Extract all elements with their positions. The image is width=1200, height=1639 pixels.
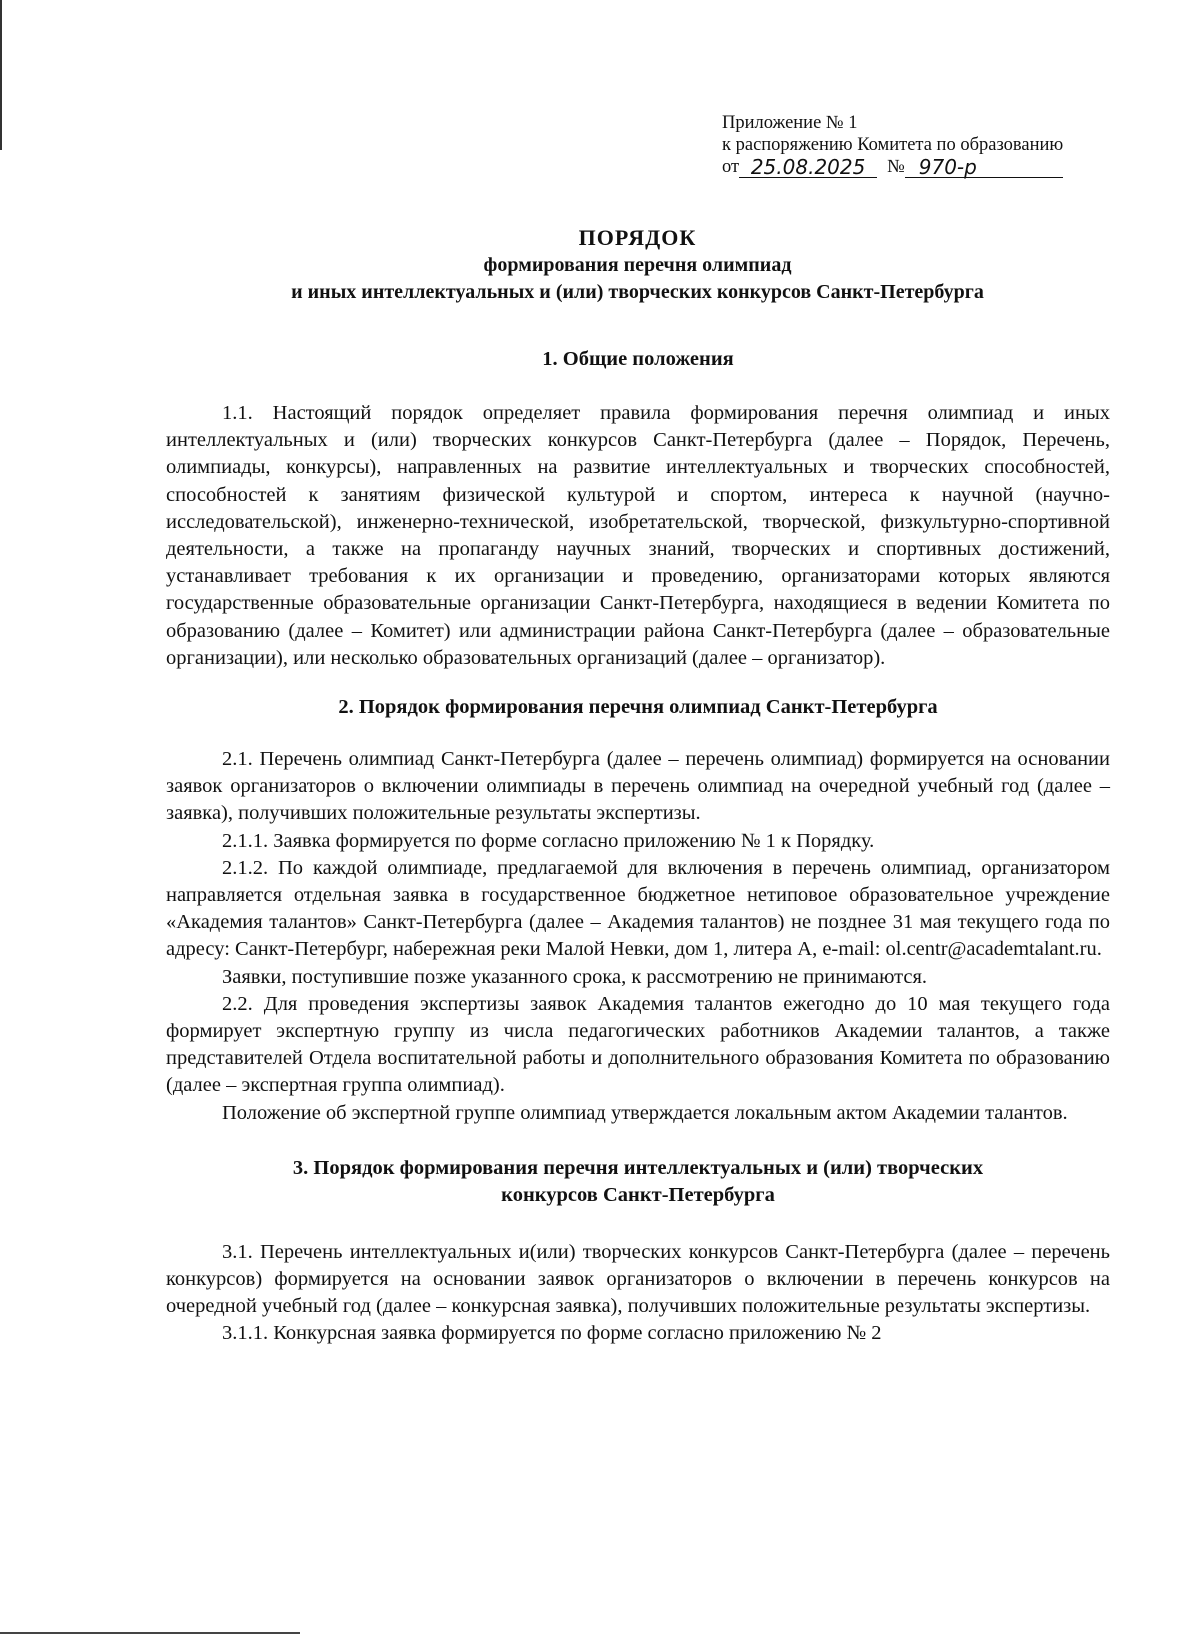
- section-3-heading: [166, 1155, 1110, 1209]
- paragraph-2-1: 2.1. Перечень олимпиад Санкт-Петербурга (далее – перечень олимпиад) формируется на основании заявок организаторов о включении олимпиады в перечень олимпиад на очередной учебный год (далее – заявка), получивших положительные результаты экспертизы.: [166, 748, 1110, 825]
- paragraph-3-1-1: 3.1.1. Конкурсная заявка формируется по форме согласно приложению № 2: [222, 1322, 882, 1345]
- from-prefix: от: [722, 157, 740, 177]
- paragraph-2-2: 2.2. Для проведения экспертизы заявок Академия талантов ежегодно до 10 мая текущего года формирует экспертную группу из числа педагогических работников Академии талантов, а также представителей Отдела воспитательной работы и дополнительного образования Комитета по образованию (далее – экспертная группа олимпиад).: [166, 992, 1110, 1097]
- section-1-heading: 1. Общие положения: [542, 348, 734, 370]
- document-body: [166, 346, 1110, 1348]
- section-3-heading-line-2: конкурсов Санкт-Петербурга: [501, 1183, 775, 1206]
- paragraph-deadline-note: Заявки, поступившие позже указанного срока, к рассмотрению не принимаются.: [222, 965, 928, 988]
- title-line-2: формирования перечня олимпиад: [483, 254, 792, 276]
- order-reference: к распоряжению Комитета по образованию: [722, 135, 1064, 155]
- title-line-3: и иных интеллектуальных и (или) творческих конкурсов Санкт-Петербурга: [291, 281, 984, 303]
- paragraph-3-1: 3.1. Перечень интеллектуальных и(или) творческих конкурсов Санкт-Петербурга (далее – перечень конкурсов) формируется на основании заявок организаторов о включении в перечень конкурсов на очередной учебный год (далее – конкурсная заявка), получивших положительные результаты экспертизы.: [166, 1240, 1110, 1318]
- date-number-line: [722, 156, 1063, 178]
- handwritten-date: 25.08.2025: [739, 157, 877, 178]
- paragraph-2-1-2: 2.1.2. По каждой олимпиаде, предлагаемой для включения в перечень олимпиад, организатором направляется отдельная заявка в государственное бюджетное нетиповое образовательное учреждение «Академия талантов» Санкт-Петербурга (далее – Академия талантов) не позднее 31 мая текущего года по адресу: Санкт-Петербург, набережная реки Малой Невки, дом 1, литера А, e-mail: ol.centr@academtalant.ru.: [166, 856, 1110, 961]
- page-edge-line: [0, 0, 2, 150]
- appendix-header: [722, 112, 1063, 178]
- appendix-number: Приложение № 1: [722, 113, 858, 133]
- paragraph-expert-group: Положение об экспертной группе олимпиад утверждается локальным актом Академии талантов.: [222, 1101, 1068, 1124]
- section-2-heading: 2. Порядок формирования перечня олимпиад Санкт-Петербурга: [338, 696, 938, 719]
- bottom-scan-line: [0, 1632, 300, 1634]
- paragraph-2-1-1: 2.1.1. Заявка формируется по форме согласно приложению № 1 к Порядку.: [222, 829, 875, 852]
- number-prefix: №: [887, 157, 905, 177]
- section-3-heading-line-1: 3. Порядок формирования перечня интеллектуальных и (или) творческих: [292, 1156, 984, 1179]
- title-main: ПОРЯДОК: [578, 225, 697, 250]
- handwritten-number: 970-р: [905, 157, 1063, 178]
- document-title: [160, 224, 1115, 306]
- paragraph-1-1: 1.1. Настоящий порядок определяет правила формирования перечня олимпиад и иных интеллектуальных и (или) творческих конкурсов Санкт-Петербурга (далее – Порядок, Перечень, олимпиады, конкурсы), направленных на развитие интеллектуальных и творческих способностей, способностей к занятиям физической культурой и спортом, интереса к научной (научно-исследовательской), инженерно-технической, изобретательской, творческой, физкультурно-спортивной деятельности, а также на пропаганду научных знаний, творческих и спортивных достижений, устанавливает требования к их организации и проведению, организаторами которых являются государственные образовательные организации Санкт-Петербурга, находящиеся в ведении Комитета по образованию (далее – Комитет) или администрации района Санкт-Петербурга (далее – образовательные организации), или несколько образовательных организаций (далее – организатор).: [166, 402, 1110, 669]
